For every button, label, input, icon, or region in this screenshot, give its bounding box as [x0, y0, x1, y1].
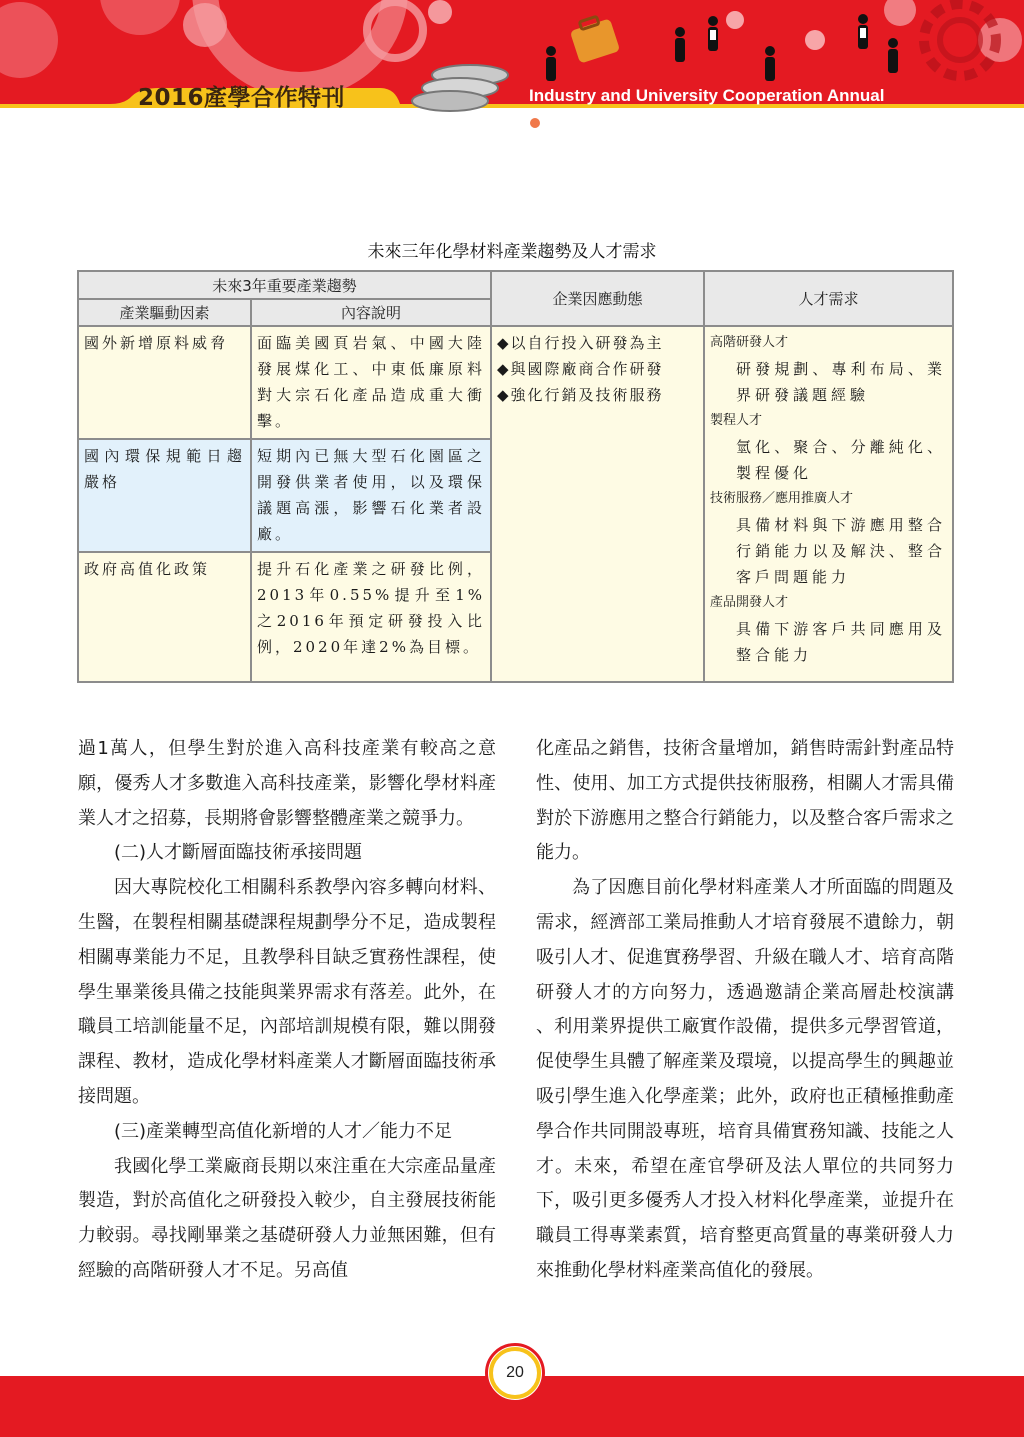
table-row-content: 面臨美國頁岩氣、中國大陸發展煤化工、中東低廉原料對大宗石化產品造成重大衝擊。: [251, 326, 491, 439]
paragraph: 過1萬人，但學生對於進入高科技產業有較高之意願，優秀人才多數進入高科技產業，影響化學材料產業人才之招募，長期將會影響整體產業之競爭力。: [78, 738, 496, 829]
action-item: ◆以自行投入研發為主: [497, 334, 664, 352]
talent-title: 技術服務／應用推廣人才: [710, 491, 854, 506]
table-header-action: 企業因應動態: [491, 271, 704, 326]
table-row-content: 短期內已無大型石化園區之開發供業者使用，以及環保議題高漲，影響石化業者設廠。: [251, 439, 491, 552]
talent-title: 高階研發人才: [710, 335, 789, 350]
section-heading: (三)產業轉型高值化新增的人才／能力不足: [114, 1120, 453, 1142]
talent-detail: 具備材料與下游應用整合行銷能力以及解決、整合客戶問題能力: [736, 516, 947, 586]
talent-detail: 氫化、聚合、分離純化、製程優化: [736, 438, 947, 482]
body-column-left: [78, 732, 496, 1289]
trend-table: [77, 270, 954, 683]
table-header-talent: 人才需求: [704, 271, 953, 326]
header-banner: [0, 0, 1024, 118]
paragraph: 因大專院校化工相關科系教學內容多轉向材料、生醫，在製程相關基礎課程規劃學分不足，造成製程相關專業能力不足，且教學科目缺乏實務性課程，使學生畢業後具備之技能與業界需求有落差。此外，在職員工培訓能量不足，內部培訓規模有限，難以開發課程、教材，造成化學材料產業人才斷層面臨技術承接問題。: [78, 877, 496, 1107]
action-item: ◆與國際廠商合作研發: [497, 360, 664, 378]
table-row-driver: 國外新增原料威脅: [78, 326, 251, 439]
body-column-right: [536, 732, 954, 1289]
talent-title: 製程人才: [710, 413, 763, 428]
table-row-driver: 政府高值化政策: [78, 552, 251, 682]
table-talent-cell: [704, 326, 953, 682]
table-row-content: 提升石化產業之研發比例，2013年0.55%提升至1%之2016年預定研發投入比例，2020年達2%為目標。: [251, 552, 491, 682]
table-header-content: 內容說明: [251, 299, 491, 326]
section-heading: (二)人才斷層面臨技術承接問題: [114, 842, 363, 864]
action-item: ◆強化行銷及技術服務: [497, 386, 664, 404]
paragraph: 我國化學工業廠商長期以來注重在大宗產品量產製造，對於高值化之研發投入較少，自主發展技術能力較弱。尋找剛畢業之基礎研發人力並無困難，但有經驗的高階研發人才不足。另高值: [78, 1155, 496, 1281]
talent-title: 產品開發人才: [710, 595, 789, 610]
page-number: 20: [489, 1347, 541, 1399]
header-title: 2016產學合作特刊: [138, 85, 346, 111]
paragraph: 為了因應目前化學材料產業人才所面臨的問題及需求，經濟部工業局推動人才培育發展不遺餘力，朝吸引人才、促進實務學習、升級在職人才、培育高階研發人才的方向努力，透過邀請企業高層赴校演講 、利用業界提供工廠實作設備，提供多元學習管道，促使學生具體了解產業及環境，以提高學生的興趣並吸引學生進入化學產業；此外，政府也正積極推動產學合作共同開設專班，培育具備實務知識、技能之人才。未來，希望在產官學研及法人單位的共同努力下，吸引更多優秀人才投入材料化學產業，並提升在職員工得專業素質，培育整更高質量的專業研發人力來推動化學材料產業高值化的發展。: [536, 877, 954, 1281]
table-header-group: 未來3年重要產業趨勢: [78, 271, 491, 299]
table-caption: 未來三年化學材料產業趨勢及人才需求: [367, 242, 657, 262]
paragraph: 化產品之銷售，技術含量增加，銷售時需針對產品特性、使用、加工方式提供技術服務，相關人才需具備對於下游應用之整合行銷能力，以及整合客戶需求之能力。: [536, 738, 954, 864]
table-actions-cell: [491, 326, 704, 682]
talent-detail: 研發規劃、專利布局、業界研發議題經驗: [736, 360, 947, 404]
table-header-driver: 產業驅動因素: [78, 299, 251, 326]
header-subtitle: Industry and University Cooperation Annual: [529, 86, 885, 105]
table-row-driver: 國內環保規範日趨嚴格: [78, 439, 251, 552]
orange-dot-icon: [530, 118, 540, 128]
talent-detail: 具備下游客戶共同應用及整合能力: [736, 620, 947, 664]
